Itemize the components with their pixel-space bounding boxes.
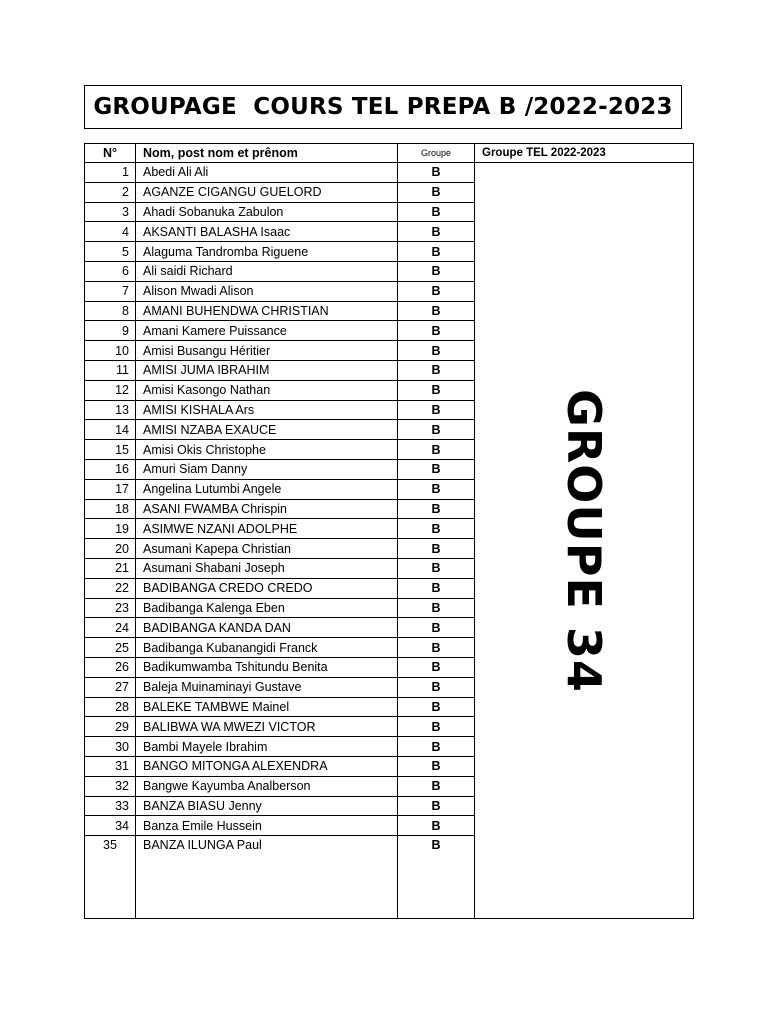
header-row: [85, 144, 694, 163]
student-group: B: [398, 242, 475, 262]
student-group: B: [398, 598, 475, 618]
student-group: B: [398, 222, 475, 242]
student-name: ASANI FWAMBA Chrispin: [136, 499, 398, 519]
row-number: 32: [85, 776, 136, 796]
row-number: 11: [85, 360, 136, 380]
student-name: Abedi Ali Ali: [136, 163, 398, 183]
row-number: 27: [85, 677, 136, 697]
student-name: BADIBANGA KANDA DAN: [136, 618, 398, 638]
student-group: B: [398, 816, 475, 836]
row-number: 30: [85, 737, 136, 757]
student-name: BANGO MITONGA ALEXENDRA: [136, 756, 398, 776]
student-name: Bambi Mayele Ibrahim: [136, 737, 398, 757]
student-name: Ahadi Sobanuka Zabulon: [136, 202, 398, 222]
row-number: 16: [85, 459, 136, 479]
student-group: B: [398, 776, 475, 796]
row-number: 26: [85, 657, 136, 677]
row-number: 2: [85, 182, 136, 202]
student-name: Banza Emile Hussein: [136, 816, 398, 836]
student-name: BALEKE TAMBWE Mainel: [136, 697, 398, 717]
student-name: BADIBANGA CREDO CREDO: [136, 578, 398, 598]
student-group: B: [398, 717, 475, 737]
row-number: 10: [85, 341, 136, 361]
student-name: Asumani Kapepa Christian: [136, 539, 398, 559]
student-name: Alaguma Tandromba Riguene: [136, 242, 398, 262]
student-group: B: [398, 301, 475, 321]
row-number: 17: [85, 479, 136, 499]
roster-body: [85, 163, 694, 919]
row-number: 3: [85, 202, 136, 222]
tel-group-label: GROUPE 34: [557, 388, 611, 693]
student-name: Baleja Muinaminayi Gustave: [136, 677, 398, 697]
student-group: B: [398, 163, 475, 183]
roster-table: [84, 143, 694, 919]
student-group: B: [398, 281, 475, 301]
table-row: [85, 163, 694, 183]
student-name: Bangwe Kayumba Analberson: [136, 776, 398, 796]
row-number: 4: [85, 222, 136, 242]
student-group: B: [398, 261, 475, 281]
student-group: B: [398, 737, 475, 757]
row-number: 5: [85, 242, 136, 262]
student-group: B: [398, 400, 475, 420]
row-number: 6: [85, 261, 136, 281]
student-group: B: [398, 657, 475, 677]
student-name: AMISI NZABA EXAUCE: [136, 420, 398, 440]
row-number: 8: [85, 301, 136, 321]
student-name: Angelina Lutumbi Angele: [136, 479, 398, 499]
header-name: Nom, post nom et prênom: [136, 144, 398, 163]
student-group: B: [398, 519, 475, 539]
student-name: Alison Mwadi Alison: [136, 281, 398, 301]
student-name: BALIBWA WA MWEZI VICTOR: [136, 717, 398, 737]
student-name: AMISI JUMA IBRAHIM: [136, 360, 398, 380]
tel-group-cell: [475, 163, 694, 919]
row-number: 9: [85, 321, 136, 341]
row-number: 20: [85, 539, 136, 559]
student-group: B: [398, 420, 475, 440]
student-group: B: [398, 796, 475, 816]
student-group: B: [398, 360, 475, 380]
student-name: AKSANTI BALASHA Isaac: [136, 222, 398, 242]
document-title: GROUPAGE COURS TEL PREPA B /2022-2023: [84, 85, 682, 129]
row-number: 1: [85, 163, 136, 183]
student-group: B: [398, 697, 475, 717]
student-group: B: [398, 578, 475, 598]
row-number: 21: [85, 558, 136, 578]
student-name: Amisi Busangu Héritier: [136, 341, 398, 361]
student-group: B: [398, 756, 475, 776]
student-name: AGANZE CIGANGU GUELORD: [136, 182, 398, 202]
student-group: B: [398, 479, 475, 499]
row-number: 15: [85, 440, 136, 460]
row-number: 19: [85, 519, 136, 539]
row-number: 33: [85, 796, 136, 816]
header-group: Groupe: [398, 144, 475, 163]
row-number: 23: [85, 598, 136, 618]
header-tel-group: Groupe TEL 2022-2023: [475, 144, 694, 163]
student-group: B: [398, 499, 475, 519]
row-number: 13: [85, 400, 136, 420]
student-name: Badibanga Kalenga Eben: [136, 598, 398, 618]
row-number: 35: [85, 836, 136, 919]
student-group: B: [398, 558, 475, 578]
row-number: 31: [85, 756, 136, 776]
row-number: 25: [85, 638, 136, 658]
student-group: B: [398, 321, 475, 341]
student-group: B: [398, 638, 475, 658]
row-number: 22: [85, 578, 136, 598]
student-name: AMISI KISHALA Ars: [136, 400, 398, 420]
row-number: 12: [85, 380, 136, 400]
student-name: Ali saidi Richard: [136, 261, 398, 281]
student-group: B: [398, 836, 475, 919]
student-group: B: [398, 539, 475, 559]
student-group: B: [398, 618, 475, 638]
student-group: B: [398, 677, 475, 697]
student-group: B: [398, 202, 475, 222]
row-number: 14: [85, 420, 136, 440]
student-group: B: [398, 341, 475, 361]
header-number: N°: [85, 144, 136, 163]
student-group: B: [398, 440, 475, 460]
row-number: 28: [85, 697, 136, 717]
student-name: Badikumwamba Tshitundu Benita: [136, 657, 398, 677]
student-name: BANZA BIASU Jenny: [136, 796, 398, 816]
row-number: 7: [85, 281, 136, 301]
student-name: Asumani Shabani Joseph: [136, 558, 398, 578]
student-name: Amisi Okis Christophe: [136, 440, 398, 460]
student-name: Amuri Siam Danny: [136, 459, 398, 479]
row-number: 18: [85, 499, 136, 519]
student-name: Amani Kamere Puissance: [136, 321, 398, 341]
student-name: AMANI BUHENDWA CHRISTIAN: [136, 301, 398, 321]
student-name: Amisi Kasongo Nathan: [136, 380, 398, 400]
student-group: B: [398, 182, 475, 202]
student-group: B: [398, 459, 475, 479]
student-name: Badibanga Kubanangidi Franck: [136, 638, 398, 658]
row-number: 34: [85, 816, 136, 836]
student-name: ASIMWE NZANI ADOLPHE: [136, 519, 398, 539]
row-number: 24: [85, 618, 136, 638]
student-name: BANZA ILUNGA Paul: [136, 836, 398, 919]
row-number: 29: [85, 717, 136, 737]
student-group: B: [398, 380, 475, 400]
